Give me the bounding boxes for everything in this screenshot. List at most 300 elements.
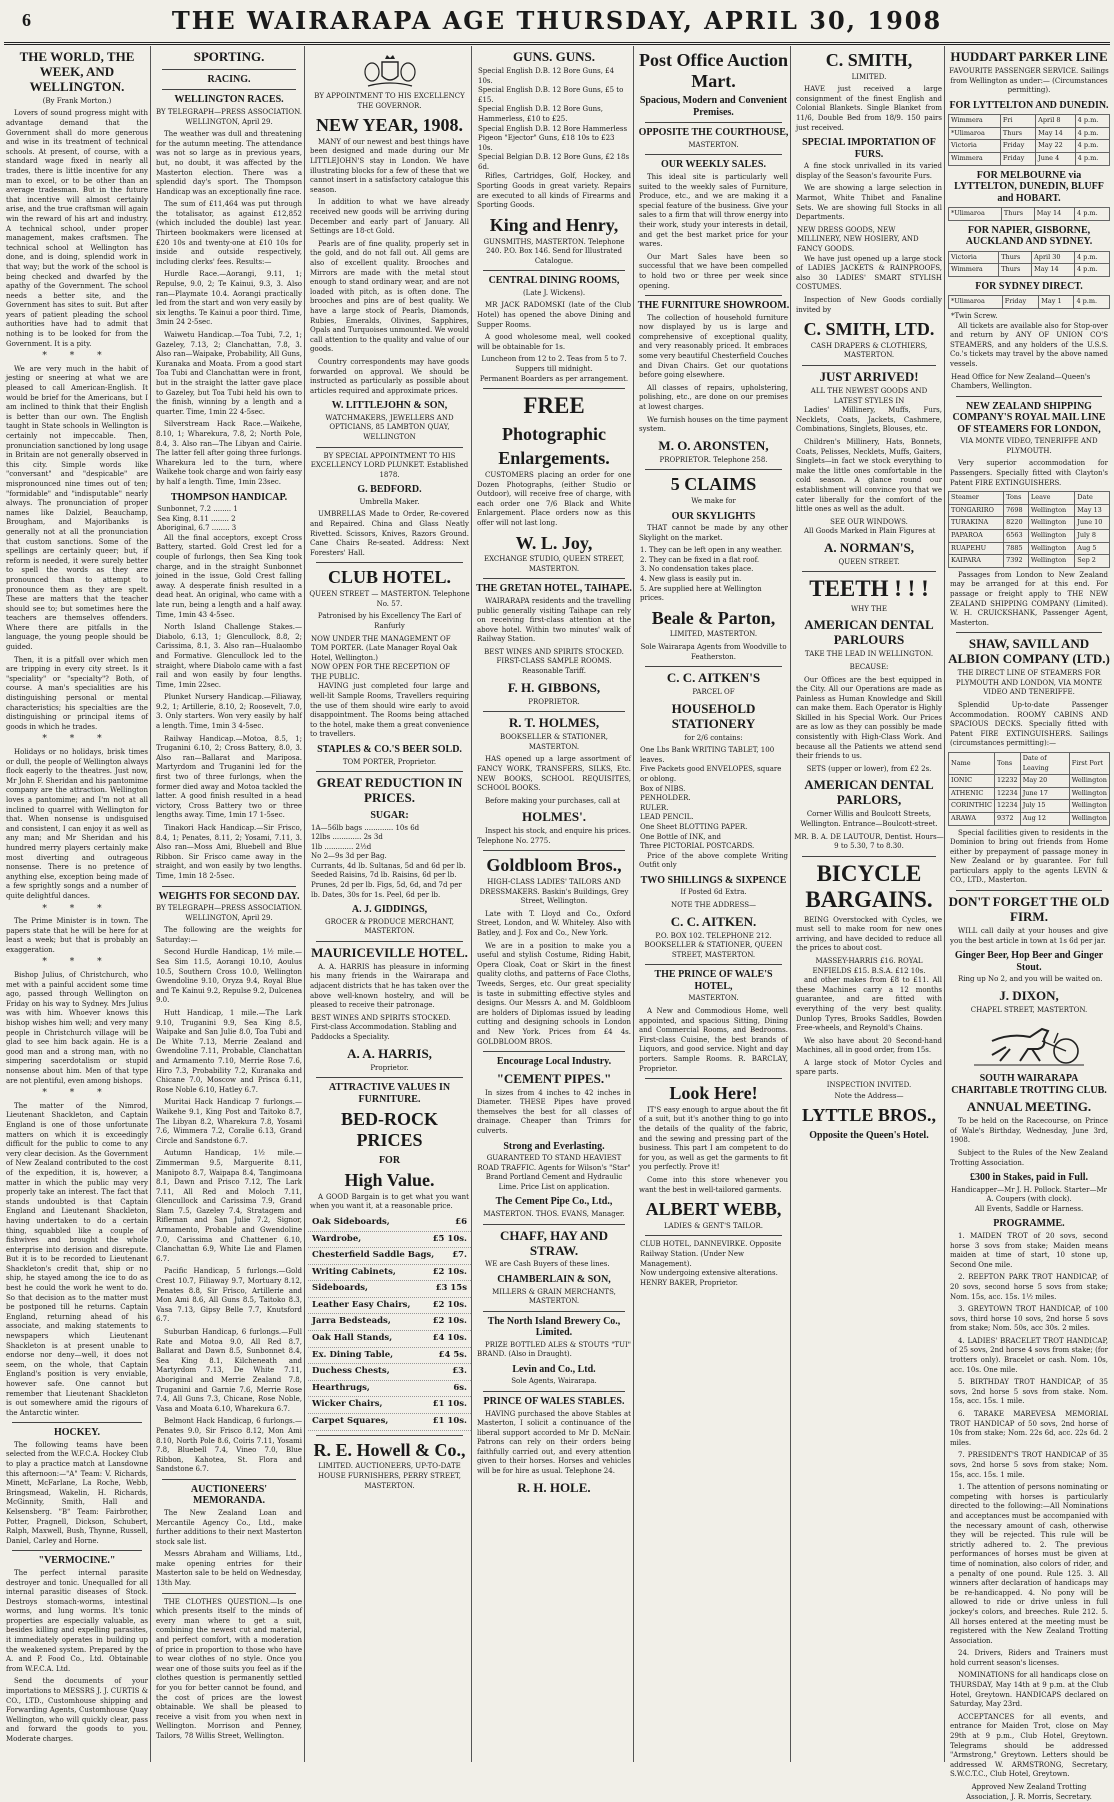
price-row [308,1298,471,1315]
column-rule [483,1391,625,1392]
table-row [949,140,1110,153]
heading: THE WORLD, THE WEEK, AND WELLINGTON. [19,49,135,94]
price-row [308,1215,471,1232]
table-row [949,264,1110,277]
column-rule [645,1235,782,1236]
subheading: (By Frank Morton.) [42,96,112,105]
subheading: BOOKSELLER & STATIONER, MASTERTON. [500,733,608,751]
paragraph: 3. GREYTOWN TROT HANDICAP, of 100 sovs, third horse 10 sovs, 2nd horse 5 sovs from stake; Nom. 50s, acc 30s. 2 miles. [950,1305,1108,1333]
table-cell: ARAWA [949,812,995,825]
paragraph: Hurdle Race.—Aorangi, 9.11, 1; Repulse, 9.0, 2; Te Kainui, 9.3, 3. Also ran—Playmate 10.4. Aorangi practically led from the start and won very easily by six lengths. Te Kainui a poor third. Time, 3min 24 2-5sec. [156,270,302,327]
heading: BED-ROCK PRICES [340,1109,438,1150]
heading: CHAFF, HAY AND STRAW. [500,1227,608,1258]
price-row [308,1348,471,1365]
text-line: RULER. [640,803,669,812]
heading: CHAMBERLAIN & SON, [497,1274,611,1286]
text-line: All Events, Saddle or Harness. [974,1204,1084,1213]
text-line: 12lbs ............. 2s 3d [311,833,383,842]
table-cell: 4 p.m. [1074,264,1109,277]
table-cell: 4 p.m. [1075,140,1109,153]
text-line: Luncheon from 12 to 2. Teas from 5 to 7. Suppers till midnight. [481,355,627,373]
price-row [308,1314,471,1331]
paragraph: Come into this store whenever you want the best in well-tailored garments. [639,1175,788,1194]
table-row [949,517,1110,530]
heading: JUST ARRIVED! [819,369,919,385]
table-cell: April 30 [1032,251,1075,264]
column-rule [483,388,625,389]
paragraph: 1. MAIDEN TROT of 20 sovs, second horse 3 sovs from stake; Maiden means maiden at time of start, 10 stone up, Second One mile. [950,1231,1108,1269]
table-cell: Sep 2 [1075,555,1110,568]
paragraph: WE are Cash Buyers of these lines. [485,1260,610,1269]
subheading: BY SPECIAL APPOINTMENT TO HIS EXCELLENCY LORD PLUNKET. Established 1878. [310,451,469,479]
paragraph: Tinakori Hack Handicap.—Sir Frisco, 8.4, 1; Penates, 8.11, 2; Yosami, 7.11, 3. Also ran—Moss Ami, Bluebell and Blue Ribbon. Sir Frisco came away in the straight, and won easily by two lengths. Time, 1min 18 2-5sec. [156,824,302,880]
table-row [949,127,1110,140]
heading: TEETH ! ! ! [809,576,929,602]
heading: W. LITTLEJOHN & SON, [331,400,448,412]
text-line: Three PICTORIAL POSTCARDS. [640,842,755,851]
text-line: NOW OPEN FOR THE RECEPTION OF THE PUBLIC. [311,663,451,681]
item-label: Ex. Dining Table, [312,1349,394,1360]
paragraph: Pearls are of fine quality, properly set in the gold, and do not fall out. All gems are also of excellent quality. Brooches and Mirrors are made with the metal stout enough to stand ordinary wear, and are not loaded with pitch, as is often done. The brooches and pins are of best quality. We have a large stock of Pearls, Diamonds, Rubies, Emeralds, Olivines, Sapphires, Opals and Turquoises unmounted. We would call attention to the quality and value of our goods. [310,239,469,354]
column-rule [162,69,296,70]
table-row [949,153,1110,166]
table-cell: Wellington [1069,800,1109,813]
table-cell: ATHENIC [949,787,995,800]
heading: C. SMITH, [825,50,913,70]
subheading: (Late J. Wickens). [522,288,586,297]
text-line: Sea King, 8.11 ........ 2 [157,514,236,523]
table-cell: Friday [1000,153,1035,166]
paragraph: We have just opened up a large stock of LADIES JACKETS & RAINPROOFS, also 30 LADIES' SMART STYLISH COSTUMES. [796,254,942,292]
subheading: LIMITED, MASTERTON. [669,630,758,639]
column-rule [316,562,463,563]
table-cell: Thurs [1000,127,1035,140]
table-cell: June 4 [1036,153,1075,166]
heading: OUR SKYLIGHTS [671,510,756,522]
paragraph: Then, it is a pitfall over which men are tripping in every city street. Is it "speciality" or "specialty"? Both, of course. A man's specialities are his distinguishing personal or mental characteristics; his specialties are the distinguishing or principal items of goods in which he trades. [6,655,148,731]
heading: BICYCLE BARGAINS. [805,860,933,913]
paragraph: 7. PRESIDENT'S TROT HANDICAP of 35 sovs, 2nd horse 5 sovs from stake; Nom. 15s, acc. 15s. 1 mile. [950,1451,1108,1479]
text-line: One Lbs Bank WRITING TABLET, 100 leaves. [640,746,775,764]
table-cell: 12234 [995,787,1021,800]
price-row [308,1232,471,1249]
heading: "VERMOCINE." [38,1555,116,1567]
column-rule [483,270,625,271]
paragraph: Country correspondents may have goods forwarded on approval. We should be instructed as particularly as possible about articles required and approximate prices. [310,357,469,395]
item-label: Wicker Chairs, [312,1399,383,1410]
text-line: Aboriginal, 6.7 ........ 3 [157,524,237,533]
heading: G. BEDFORD. [357,484,422,496]
table-cell: First Port [1069,752,1109,774]
paragraph: THAT cannot be made by any other Skylight on the market. [639,524,788,542]
heading: 5 CLAIMS [670,474,757,495]
table-cell: *Ulimaroa [949,208,1002,221]
text-line: *Twin Screw. [951,311,998,320]
item-label: Wardrobe, [312,1233,362,1244]
text-line: Currants, 4d lb. Sultanas, 5d and 6d per lb. Seeded Raisins, 7d lb. Raisins, 6d per lb. Prunes, 2d per lb. Figs, 5d, 6d, and 7d per lb. Dates, 30s for 1s. Peel, 6d per lb. [311,861,466,899]
table-cell: Wellington [1028,517,1074,530]
text-line: Permanent Boarders as per arrangement. [479,374,629,383]
subheading: GROCER & PRODUCE MERCHANT, MASTERTON. [325,917,454,936]
subheading: GUARANTEED TO STAND HEAVIEST ROAD TRAFFIC. Agents for Wilson's "Star" Brand Portland Cement and Hydraulic Lime. Price List on application. [477,1154,631,1191]
paragraph: Splendid Up-to-date Passenger Accommodation. ROOMY CABINS AND SPACIOUS DECKS. Specially fitted with Patent FIRE EXTINGUISHERS. Sailings (circumstances permitting):— [950,700,1108,748]
paragraph: The collection of household furniture now displayed by us is large and comprehensive of exceptional quality, and very reasonably priced. It embraces some very beautiful Chesterfield Couches and Divan Chairs. Get our quotations before going elsewhere. [639,313,788,380]
table-row [949,542,1110,555]
heading: A. NORMAN'S, [824,539,914,555]
table-cell: Steamer [949,492,1004,505]
heading: THE GRETAN HOTEL, TAIHAPE. [476,583,632,595]
column-rule [645,1078,782,1079]
paragraph: We are very much in the habit of jesting or sneering at what we are pleased to call American-English. It would be brief for the Americans, but I am inclined to think that their English is better than our own. The English taught in State schools in Wellington is certainly not impeccable. Then, pronunciation sanctioned by long usage in Britain are not generally observed in this city. Simple words like "conversant" and "despicable" are mispronounced nine times out of ten; "formidable" and "indisputable" nearly always. The pronunciation of proper names like Dalziel, Beauchamp, Brougham, and Majoribanks is generally not at all the pronunciation that custom sanctions. Some of the spellings are certainly queer; but, if reform is needed, it were surely better to spell the words as they are pronounced than to attempt to pronounce them as they are spelt. These are matters that the teacher should see to; but sometimes here the teachers are themselves offenders. Where there are pitfalls in the language, the young people should be guided. [6,364,148,652]
column-3-advertisements [308,46,472,1762]
heading: King and Henry, [489,214,619,235]
table-cell: TONGARIRO [949,504,1004,517]
paragraph: 2. REEFTON PARK TROT HANDICAP, of 20 sovs, second horse 5 sovs from stake; Nom. 15s, acc. 15s. 1½ miles. [950,1273,1108,1301]
paragraph: HAVING purchased the above Stables at Masterton, I solicit a continuance of the liberal support accorded to Mr D. McNair. Patrons can rely on their orders being faithfully carried out, and every attention given to their horses. Horses and vehicles will be for hire as usual. Telephone 24. [477,1409,631,1476]
subheading: CHAPEL STREET, MASTERTON. [970,1005,1088,1014]
text-line: Special Belgian D.B. 12 Bore Guns, £2 18s 6d. [478,153,630,171]
item-price: £1 10s. [432,1416,467,1427]
item-price: £3. [452,1366,467,1377]
paragraph: In sizes from 4 inches to 42 inches in Diameter. THESE Pipes have proved themselves the best for all classes of drainage. Cheaper than Trimrs for culverts. [477,1088,631,1135]
column-rule [956,632,1102,633]
table-cell: May 22 [1036,140,1075,153]
text-line: SETS (upper or lower), from £2 2s. [806,764,932,773]
heading: W. L. Joy, [515,532,593,553]
column-rule [802,856,936,857]
sailing-table [948,251,1110,277]
heading: WEIGHTS FOR SECOND DAY. [158,890,300,902]
table-cell: May 14 [1036,127,1075,140]
heading: CENTRAL DINING ROOMS, [488,275,620,287]
subheading: Sole Wairarapa Agents from Woodville to Featherston. [640,643,787,661]
table-cell: 7698 [1004,504,1029,517]
paragraph: The matter of the Nimrod, Lieutenant Shackleton, and Captain England is one of those unfortunate matters on which it is exceedingly difficult for the public to come to any very clear decision. As the Government of New Zealand contributed to the cost of the expedition, it is, however, a matter in which the public may very properly take an interest. The fact that stands undoubted is that Captain England and Lieutenant Shackleton, having undertaken to do a certain thing, squabbled like a couple of fishwives and brought the whole enterprise into derision and disrepute. But it is to be recorded to Lieutenant Shackleton's credit that, ship or no ship, he stayed among the ice to do as best he could the work he went to do. So that decision as to the matter must be postponed till he returns. Captain England, returning ahead of his associate, and making statements to newspapers which Lieutenant Shackleton is at present unable to endorse nor deny—well, it does not seem, on the whole, that Captain England's position is very enviable, however safe. One cannot but remember that Lieutenant Shackleton is out somewhere amid the rigours of the Antarctic winter. [6,1101,148,1417]
heading: HUDDART PARKER LINE [950,49,1108,64]
paragraph: We are showing a large selection in Marmot, White Thibet and Fanaline Sets. We are showing full Stocks in all Departments. [796,184,942,222]
paragraph: Late with T. Lloyd and Co., Oxford Street, London, and W. Whiteley. Also with Batley, and J. Fox and Co., New York. [477,909,631,938]
subheading: WATCHMAKERS, JEWELLERS AND OPTICIANS, 85 LAMBTON QUAY, WELLINGTON [325,413,454,441]
text-line: CLUB HOTEL, DANNEVIRKE. Opposite Railway Station. (Under New Management). [640,1240,782,1268]
text-line: 1. They can be left open in any weather. [640,546,783,555]
trotting-horse-icon [970,1019,1088,1069]
table-row [949,812,1110,825]
column-rule [12,1422,142,1423]
subheading: TOM PORTER, Proprietor. [342,757,437,766]
paragraph: The sum of £11,464 was put through the totalisator, as against £12,852 (which included the double) last year. Thirteen bookmakers were licensed at £20 10s and twenty-one at £10 10s for inside and outside respectively, including clerks' fees. Results:— [156,200,302,266]
paragraph: Before making your purchases, call at [485,796,621,805]
section-separator: * * * [42,734,112,745]
table-cell: May 1 [1039,296,1074,309]
column-rule [645,295,782,296]
table-cell: 4 p.m. [1075,127,1109,140]
paragraph: We also have about 20 Second-hand Machines, all in good order, from 15s. [796,1036,942,1055]
item-price: £7. [452,1250,467,1261]
table-cell: Fri [1000,115,1035,128]
table-cell: KAIPARA [949,555,1004,568]
table-cell: 4 p.m. [1074,296,1110,309]
column-rule [802,571,936,572]
heading: THOMPSON HANDICAP. [170,491,288,503]
paragraph: 4. LADIES' BRACELET TROT HANDICAP, of 25 sovs, 2nd horse 4 sovs from stake; (for trotters only). Bracelet or cash. Nom. 10s, acc. 10s. One mile. [950,1336,1108,1374]
text-line: Special English D.B. 12 Bore Guns, £5 to £15. [478,86,624,104]
table-cell: PAPAROA [949,529,1004,542]
subheading: HIGH-CLASS LADIES' TAILORS AND DRESSMAKERS. Baskin's Buildings, Grey Street, Wellington. [479,878,629,906]
column-rule [483,1311,625,1312]
column-rule [316,1077,463,1078]
heading: Strong and Everlasting. [503,1140,605,1152]
table-cell: 12232 [995,775,1021,788]
paragraph: The weather was dull and threatening for the autumn meeting. The attendance was not so large as in previous years, but, no doubt, it was affected by the Masterton election. There was a splendid day's sport. The Thompson Handicap was an exceptionally fine race. [156,130,302,196]
heading: RACING. [207,73,251,85]
newspaper-title: THE WAIRARAPA AGE THURSDAY, APRIL 30, 1908 [171,6,943,35]
paragraph: We furnish houses on the time payment system. [639,415,788,434]
paragraph: BEING Overstocked with Cycles, we must sell to make room for new ones arriving, and have decided to reduce all the prices to about cost. [796,915,942,953]
heading: Beale & Parton, [651,607,776,628]
text-line: Head Office for New Zealand—Queen's Chambers, Wellington. [951,372,1091,391]
text-line: Five Packets good ENVELOPES, square or oblong. [640,765,782,784]
table-cell: 7392 [1004,555,1029,568]
text-line: One Sheet BLOTTING PAPER. [640,823,748,831]
heading: AUCTIONEERS' MEMORANDA. [190,1483,268,1507]
heading: HOLMES'. [522,809,586,825]
column-1-news [4,46,151,1762]
text-line: Special English D.B. 12 Bore Hammerless Pigeon "Ejector" Guns, £18 10s to £23 10s. [478,124,628,152]
table-cell: Victoria [949,251,999,264]
heading: SPORTING. [193,49,265,64]
paragraph: MR JACK RADOMSKI (late of the Club Hotel) has opened the above Dining and Supper Rooms. [477,301,631,329]
heading: PRINCE OF WALES STABLES. [483,1396,625,1407]
subheading: EXCHANGE STUDIO, QUEEN STREET, MASTERTON. [483,555,625,573]
column-rule [316,447,463,448]
paragraph: and other makes from £8 to £11. All these Machines carry a 12 months guarantee, and are fitted with everything of the very best quality. Dunlop Tyres, Brooks Saddles, Bowden Free-wheels, and Reynold's Chains. [796,976,942,1033]
table-row [949,251,1110,264]
subheading: Umbrella Maker. [359,497,420,506]
text-line: 2. They can be fixed in a flat roof. [640,555,760,564]
subheading: BY TELEGRAPH—PRESS ASSOCIATION. WELLINGTON, April 29. [155,107,303,126]
paragraph: We are in a position to make you a useful and stylish Costume, Riding Habit, Opera Cloak, Coat or Skirt in the finest quality cloths, and patterns of Face Cloths, Tweeds, Serges, etc. Our great speciality is taste in submitting effective styles and designs. Our Messrs A. and M. Goldbloom are holders of Diplomas issued by leading cutting and designing schools in London and New York. Prices from £4 4s. GOLDBLOOM BROS. [477,941,631,1046]
heading: C. C. AITKEN'S [666,670,761,686]
table-cell: June 17 [1020,787,1069,800]
table-cell: Aug 12 [1020,812,1069,825]
heading: SPECIAL IMPORTATION OF FURS. [802,137,936,160]
heading: AMERICAN DENTAL PARLOURS [804,617,934,648]
paragraph: Children's Millinery, Hats, Bonnets, Coats, Pelisses, Necklets, Muffs, Gaiters, Singlets—in fact we stock everything to make the little ones comfortable in the cold season. A glance round our establishment will convince you that we cater liberally for the comfort of the little ones as well as the adult. [796,437,942,514]
paragraph: Ladies' Millinery, Muffs, Furs, Necklets, Coats, Jackets, Cashmere, Combinations, Singlets, Blouses, etc. [796,406,942,434]
paragraph: All Goods Marked in Plain Figures at [804,527,936,536]
table-cell: *Ulimaroa [949,127,1001,140]
column-6-advertisements [794,46,945,1762]
subheading: Sole Agents, Wairarapa. [511,1377,597,1386]
paragraph: Suburban Handicap, 6 furlongs.—Full Rate and Motoa 9.0, All Red 8.7, Ballarat and Dawn 8.5, Sunbonnet 8.4, Sea King 8.1, Kilcheneath and Martyrdom 7.13, De White 7.11, Aboriginal and Merrie Zealand 7.8, Truganini and Garnie 7.6, Merrie Rose 7.4, All Guns 7.3, Chicane, Rose Noble, Vasa and Moata 6.10, Wharekura 6.7. [156,1328,302,1413]
paragraph: 24. Drivers, Riders and Trainers must hold current season's licenses. [950,1649,1108,1667]
table-cell: July 8 [1075,529,1110,542]
column-rule [162,886,296,887]
subheading: WHY THE [850,604,888,613]
table-cell: Tons [1004,492,1029,505]
table-cell: April 8 [1036,115,1075,128]
heading: "CEMENT PIPES." [496,1070,612,1086]
subheading: MILLERS & GRAIN MERCHANTS, MASTERTON. [492,1287,616,1306]
paragraph: Special facilities given to residents in the Dominion to bring out friends from Home either by prepayment of passage money in New Zealand or by guarantee. For full particulars apply to the agents LEVIN & CO., LTD., Masterton. [950,828,1108,885]
item-price: £2 10s. [432,1299,467,1310]
paragraph: A good wholesome meal, well cooked will be obtainable for 1s. [477,333,631,351]
paragraph: To be held on the Racecourse, on Prince of Wale's Birthday, Wednesday, June 3rd, 1908. [950,1117,1108,1145]
table-cell: Name [949,752,995,774]
subheading: CASH DRAPERS & CLOTHIERS, MASTERTON. [810,341,928,360]
heading: A. A. HARRIS, [347,1045,432,1061]
heading: Look Here! [669,1083,758,1104]
subheading: PROPRIETOR. [528,697,580,706]
text-line: BEST WINES AND SPIRITS STOCKED. FIRST-CLASS SAMPLE ROOMS. Reasonable Tariff. [484,647,624,676]
subheading: VIA MONTE VIDEO, TENERIFFE AND PLYMOUTH. [960,437,1098,455]
heading: ANNUAL MEETING. [966,1099,1092,1115]
table-row [949,555,1110,568]
text-line: INSPECTION INVITED. [826,1081,912,1090]
text-line: Box of NIBS. [640,784,686,793]
text-line: Approved New Zealand Trotting Association, J. R. Morris, Secretary. [966,1783,1092,1801]
paragraph: THE CLOTHES QUESTION.—Is one which presents itself to the minds of every man where to get a suit, combining the newest cut and material, and perfect comfort, with a moderation of price in proportion to those who have to wear clothes of no style. Once you wear one of those suits you feel as if the clothes question is permanently settled for you for better cannot be found, and the cost of prices are the lowest obtainable. We shall be pleased to receive a visit from you when next in Wellington. Morrison and Penney, Tailors, 78 Willis Street, Wellington. [156,1597,302,1740]
sailing-table [948,752,1110,826]
paragraph: PRIZE BOTTLED ALES & STOUTS "TUI" BRAND. (Also in Draught). [477,1340,631,1359]
table-cell: 7885 [1004,542,1029,555]
table-cell: May 14 [1032,264,1075,277]
item-price: £5 10s. [432,1233,467,1244]
paragraph: CUSTOMERS placing an order for one Dozen Photographs, (either Studio or Outdoor), will receive free of charge, with each order one 7/6 Black and White Enlargement. Place orders now as this offer will not last long. [477,470,631,527]
heading: The Cement Pipe Co., Ltd., [495,1196,613,1208]
subheading: BY TELEGRAPH—PRESS ASSOCIATION. WELLINGTON, April 29. [155,904,303,922]
paragraph: Autumn Handicap, 1½ mile.—Zimmerman 9.5, Marguerite 8.11, Manipoto 8.7, Waipapa 8.4, Tangimoana 8.1, Dawn and Prisco 7.12, The Lark 7.11, All Red and Moloch 7.11, Glencullock and Carissima 7.9, Grand Slam 7.5, Gazeley 7.4, Stratagem and Rifleman and San Julie 7.2, Signor, Armamento, Probable and Gwendoline 7.0, Carissima and Chattener 6.10, Clanchattan 6.9, White Lie and Flamen 6.7. [156,1149,302,1263]
table-cell: Wellington [1069,787,1109,800]
subheading: Proprietor. [370,1063,409,1072]
column-rule [316,941,463,942]
table-cell: Tons [995,752,1021,774]
section-separator: * * * [42,903,112,914]
heading: C. SMITH, LTD. [803,319,935,340]
heading: FOR LYTTELTON AND DUNEDIN. [949,99,1109,111]
heading: F. H. GIBBONS, [507,679,601,695]
subheading: MASTERTON. [688,140,739,149]
text-line: BEST WINES AND SPIRITS STOCKED. First-class Accommodation. Stabling and Paddocks a Speciality. [311,1013,457,1042]
table-cell: May 13 [1075,504,1110,517]
heading: FOR MELBOURNE via LYTTELTON, DUNEDIN, BLUFF and HOBART. [954,169,1104,204]
column-rule [162,89,296,90]
subheading: Corner Willis and Boulcott Streets, Wellington. Entrance—Boulcott-street. [800,810,938,828]
subheading: LIMITED. AUCTIONEERS, UP-TO-DATE HOUSE FURNISHERS, PERRY STREET, MASTERTON. [318,1462,461,1490]
price-row [308,1265,471,1282]
subheading: PROPRIETOR. Telephone 258. [659,455,768,464]
text-line: NEW DRESS GOODS, NEW MILLINERY, NEW HOSIERY, AND FANCY GOODS. [797,225,919,253]
text-line: One Bottle of INK, and [640,832,721,841]
heading: GUNS. GUNS. [513,49,595,64]
table-cell: June 10 [1075,517,1110,530]
table-row [949,504,1110,517]
column-rule [645,666,782,667]
column-rule [483,578,625,579]
subheading: P.O. BOX 102. TELEPHONE 212. BOOKSELLER & STATIONER, QUEEN STREET, MASTERTON. [644,931,783,959]
paragraph: NOMINATIONS for all handicaps close on THURSDAY, May 14th at 9 p.m. at the Club Hotel, Greytown. HANDICAPS declared on Saturday, May 23rd. [950,1671,1108,1709]
section-separator: * * * [42,351,112,362]
subheading: MASTERTON. [688,994,739,1003]
heading: ATTRACTIVE VALUES IN FURNITURE. [328,1082,451,1105]
heading: ALBERT WEBB, [645,1199,782,1220]
heading: OPPOSITE THE COURTHOUSE, [638,127,789,139]
text-line: 4. New glass is easily put in. [640,575,742,583]
heading: LYTTLE BROS., [802,1105,936,1126]
table-row [949,296,1110,309]
item-label: Leather Easy Chairs, [312,1299,411,1310]
table-row [949,208,1110,221]
paragraph: ACCEPTANCES for all events, and entrance for Maiden Trot, close on May 29th at 9 p.m., Club Hotel, Greytown. Telegrams should be addressed "Armstrong," Greytown. Letters should be addressed W. ARMSTRONG, Secretary, S.W.C.T.C., Club Hotel, Greytown. [950,1712,1108,1779]
item-price: £1 10s. [432,1399,467,1410]
item-label: Hearthrugs, [312,1382,370,1393]
column-rule [316,1435,463,1436]
item-label: Oak Hall Stands, [312,1333,393,1344]
sailing-table [948,114,1110,165]
item-price: £3 15s [435,1283,467,1294]
heading: GREAT REDUCTION IN PRICES. [316,775,463,806]
paragraph: Silverstream Hack Race.—Waikehe, 8.10, 1; Wharekura, 7.8, 2; North Pole, 8.4, 3. Also ran—The Libyan and Cairie. The latter fell after going three furlongs. Wharekura led to the turn, where Waikehe took charge and won fairly easy by half a length. Time, 1min 23sec. [156,420,302,486]
paragraph: 6. TARAKE MAREVESA MEMORIAL TROT HANDICAP of 50 sovs, 2nd horse of 10s from stake; Nom. 22s 6d, acc. 22s 6d. 2 miles. [950,1410,1108,1447]
heading: SOUTH WAIRARAPA CHARITABLE TROTTING CLUB. [951,1073,1107,1096]
paragraph: HAVING just completed four large and well-lit Sample Rooms, Travellers requiring the use of them should wire early to avoid disappointment. The Rooms being attached to the hotel, make them a great convenience to travellers. [310,682,469,739]
text-line: ALL THE NEWEST GOODS AND LATEST STYLES IN [810,386,928,405]
subheading: Patronised by his Excellency The Earl of Ranfurly [317,612,462,630]
paragraph: A. A. HARRIS has pleasure in informing his many friends in the Wairarapa and adjacent districts that he has taken over the above well-known hostelry, and will be pleased to receive their patronage. [310,962,469,1010]
heading: Levin and Co., Ltd. [512,1363,596,1375]
item-label: Carpet Squares, [312,1416,389,1427]
masthead [4,2,1110,45]
table-cell: Wellington [1069,775,1109,788]
paragraph: MANY of our newest and best things have been designed and made during our Mr LITTLEJOHN'S stay in London. We have illustrating blocks for a few of these that we cannot insert in a satisfactory catalogue this season. [310,137,469,194]
column-rule [483,850,625,851]
price-row [308,1364,471,1381]
column-rule [483,711,625,712]
table-cell: 4 p.m. [1075,208,1110,221]
heading: AMERICAN DENTAL PARLORS, [804,777,934,808]
heading: High Value. [344,1170,435,1191]
heading: R. T. HOLMES, [508,715,600,731]
heading: OUR WEEKLY SALES. [661,159,766,171]
paragraph: Ring up No 2, and you will be waited on. [958,975,1103,984]
text-line: 5. Are supplied here at Wellington prices. [640,584,762,603]
price-row [308,1414,471,1431]
paragraph: A GOOD Bargain is to get what you want when you want it, at a reasonable price. [310,1192,469,1211]
column-rule [802,365,936,366]
price-row [308,1248,471,1265]
subheading: We make for [691,496,736,505]
heading: MAURICEVILLE HOTEL. [311,944,468,960]
item-label: Oak Sideboards, [312,1216,390,1227]
paragraph: Send the documents of your importations to MESSRS J. J. CURTIS & CO., LTD., Customhouse shipping and Forwarding Agents, Customhouse Quay Wellington, who will quickly clear, pass and forward the goods to you. Moderate charges. [6,1677,148,1743]
column-4-advertisements [475,46,634,1762]
heading: FOR SYDNEY DIRECT. [975,280,1083,292]
heading: Enlargements. [498,448,610,469]
heading: SHAW, SAVILL AND ALBION COMPANY (LTD.) [948,636,1110,667]
column-rule [483,1224,625,1225]
heading: FOR [378,1154,401,1166]
paragraph: IT'S easy enough to argue about the fit of a suit, but it's another thing to go into the details of the quality of the fabric, and the sewing and pressing part of the business. This part I am competent to do for you, as well as get the garments to fit you perfectly. Prove it! [639,1105,788,1172]
paragraph: Hutt Handicap, 1 mile.—The Lark 9.10, Truganini 9.9, Sea King 8.5, Waipake and San Julie 8.0, Toa Tubi and De White 7.13, Merrie Zealand and Gwendoline 7.11, Probable, Clanchattan and Armamento 7.10, Merrie Rose 7.6, Hiro 7.3, Probability 7.2, Kuranaka and Chicane 7.0, Moscow and Prisca 6.11, Rose Noble 6.10, Hatley 6.7. [156,1009,302,1094]
table-row [949,115,1110,128]
heading: Opposite the Queen's Hotel. [809,1129,929,1141]
sailing-table [948,295,1110,309]
text-line: 1A—56lb bags ............. 10s 6d [311,823,420,832]
paragraph: Waiwetu Handicap.—Toa Tubi, 7.2, 1; Gazeley, 7.13, 2; Clanchattan, 7.8, 3. Also ran—Waipake, Probability, All Guns, Kuranaka and Moata. From a good start Toa Tubi and Clanchattan were in front, but in the straight the latter gave place to Gazeley, but Toa Tubi held his own to the finish, winning by a length and a quarter. Time, 1min 22 4-5sec. [156,331,302,416]
paragraph: All classes of repairs, upholstering, polishing, etc., are done on our premises at lowest charges. [639,383,788,411]
price-row [308,1397,471,1414]
paragraph: Railway Handicap.—Motoa, 8.5, 1; Truganini 6.10, 2; Cross Battery, 8.0, 3. Also ran—Ballarat and Mariposa. Martyrdom and Truganini led for the first two of three furlongs, when the former died away and Motoa tackled the latter. A good finish resulted in a head victory, Cross Battery two or three lengths away. Time, 1min 17 1-5sec. [156,734,302,820]
